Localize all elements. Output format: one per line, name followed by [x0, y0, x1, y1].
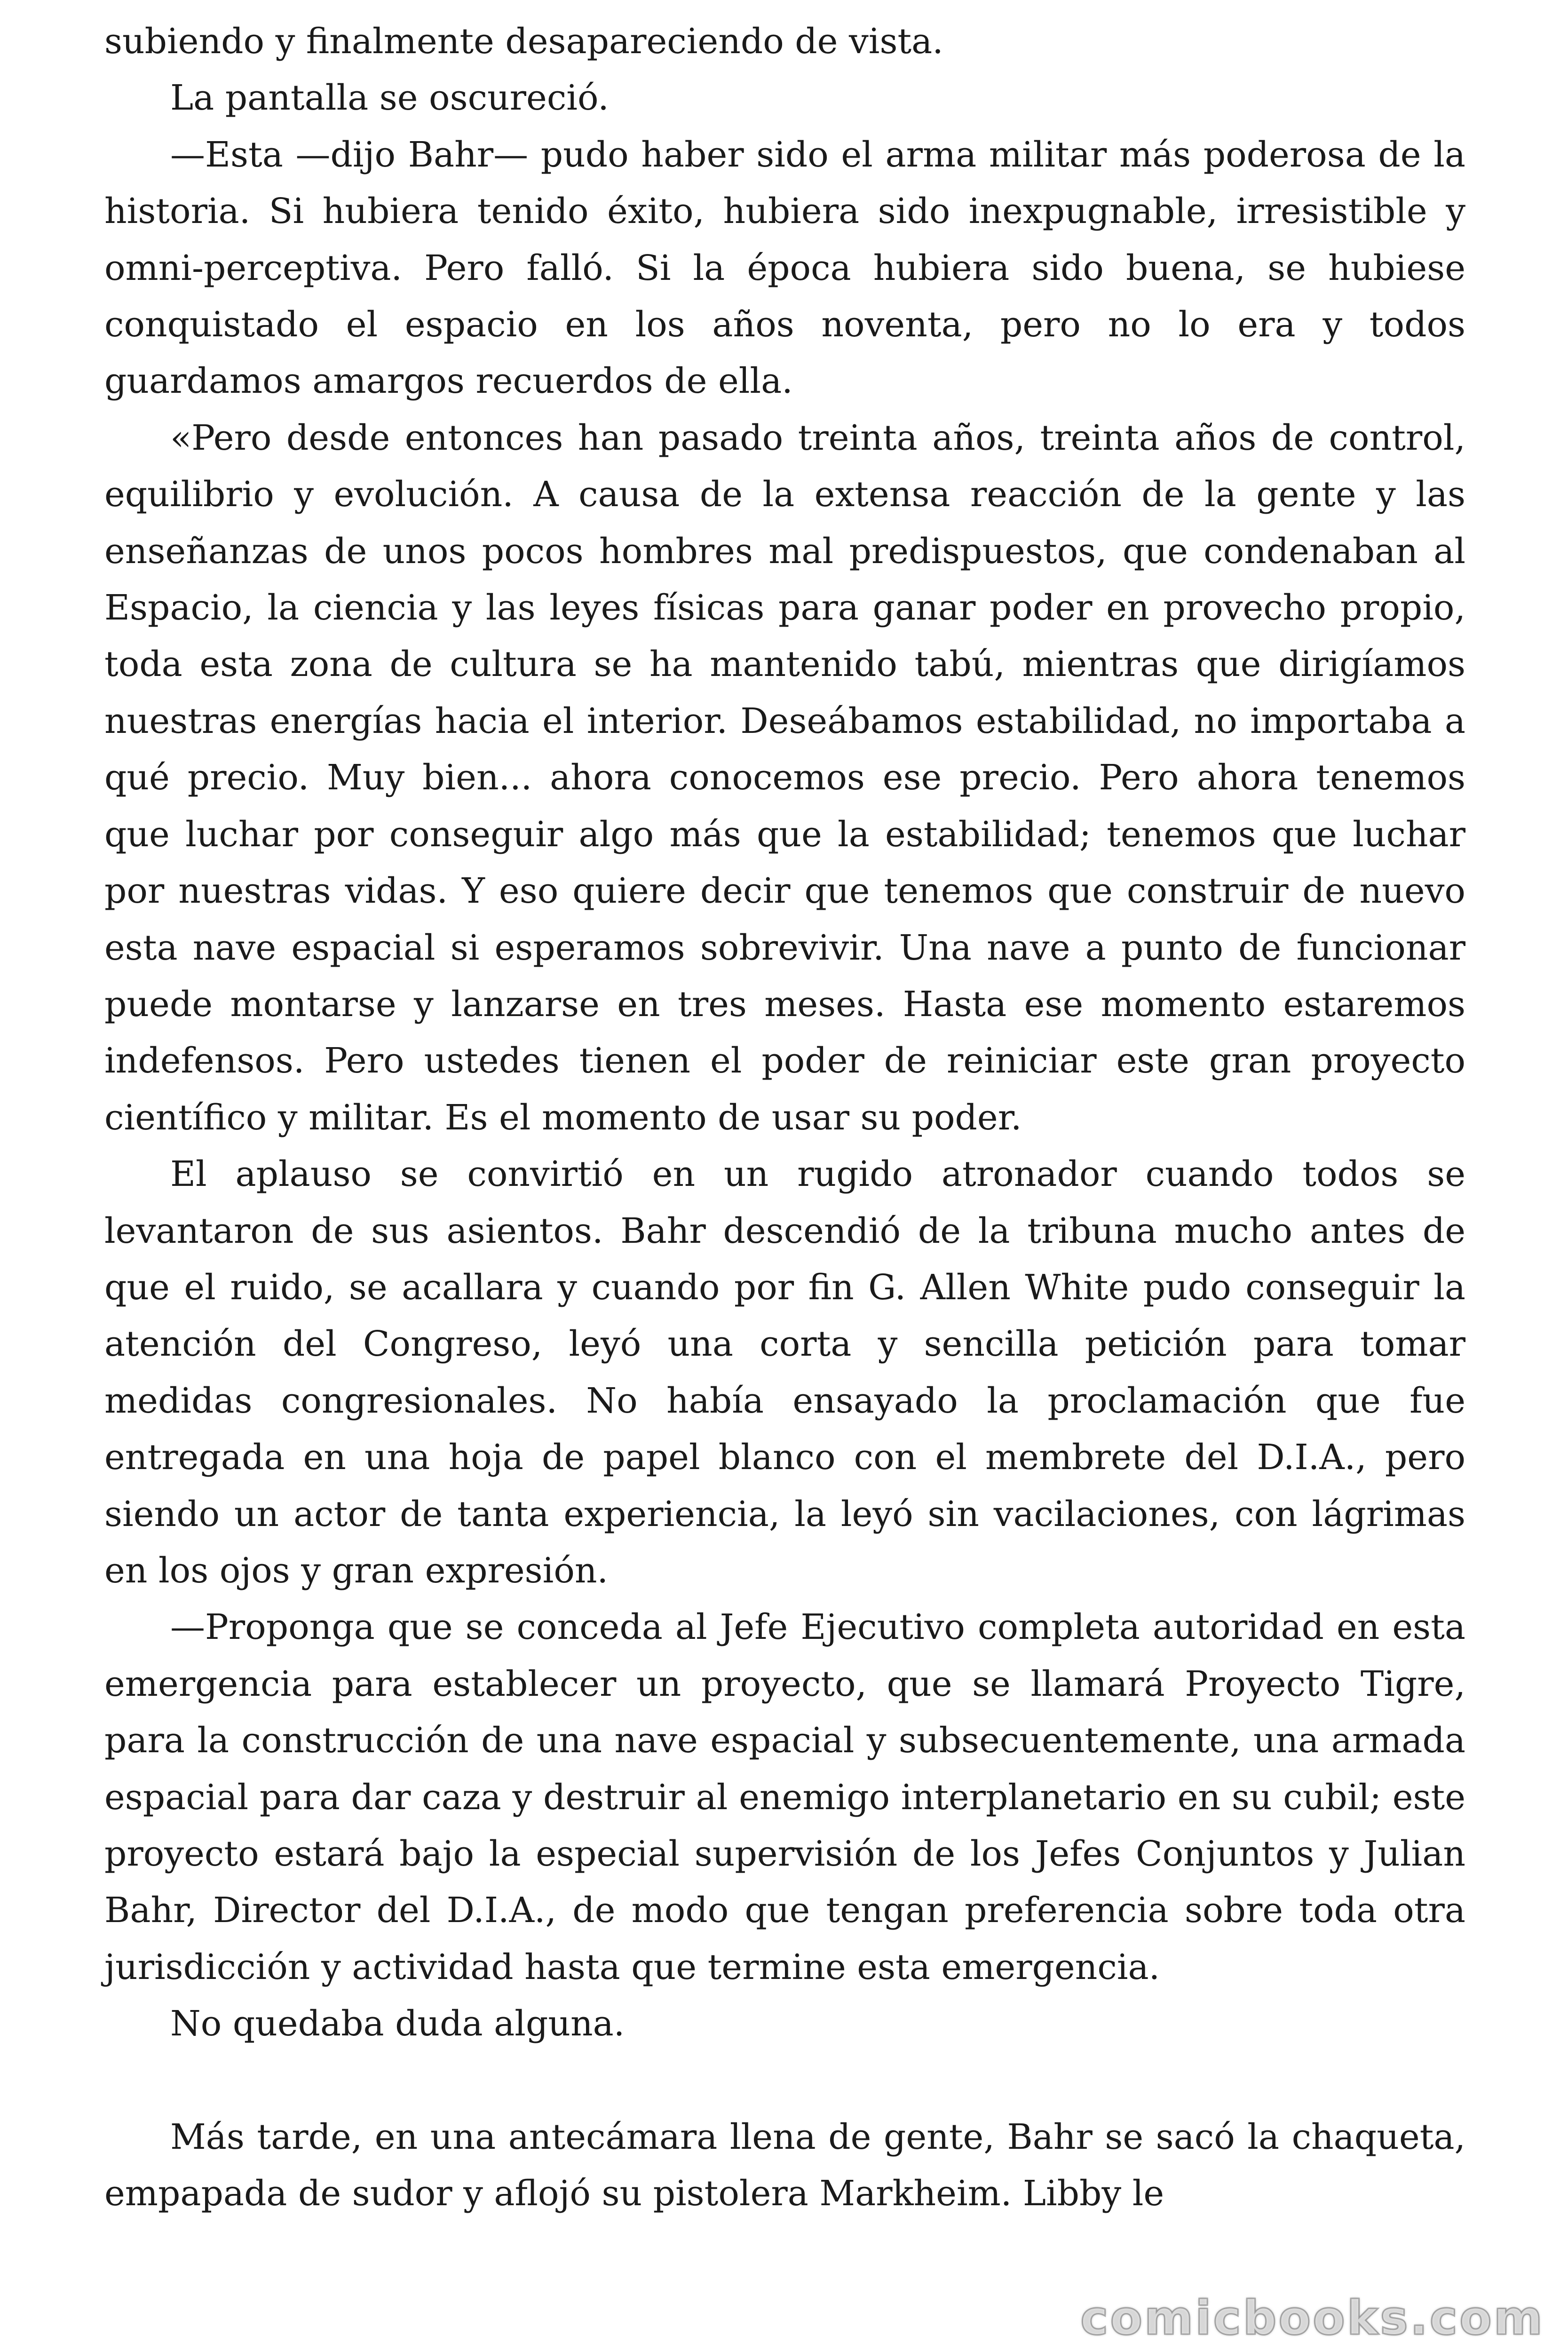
- paragraph: —Proponga que se conceda al Jefe Ejecutivo completa autoridad en esta emergencia para establecer un proyecto, que se llamará Proyecto Tigre, para la construcción de una nave espacial y subsecuentemente, una armada espacial para dar caza y destruir al enemigo interplanetario en su cubil; este proyecto estará bajo la especial supervisión de los Jefes Conjuntos y Julian Bahr, Director del D.I.A., de modo que tengan preferencia sobre toda otra jurisdicción y actividad hasta que termine esta emergencia.: [104, 1607, 1465, 1987]
- paragraph: El aplauso se convirtió en un rugido atronador cuando todos se levantaron de sus asientos. Bahr descendió de la tribuna mucho antes de que el ruido, se acallara y cuando por fin G. Allen White pudo conseguir la atención del Congreso, leyó una corta y sencilla petición para tomar medidas congresionales. No había ensayado la proclamación que fue entregada en una hoja de papel blanco con el membrete del D.I.A., pero siendo un actor de tanta experiencia, la leyó sin vacilaciones, con lágrimas en los ojos y gran expresión.: [104, 1154, 1465, 1591]
- paragraph: Más tarde, en una antecámara llena de gente, Bahr se sacó la chaqueta, empapada de sudor y aflojó su pistolera Markheim. Libby le: [104, 2116, 1465, 2214]
- paragraph: No quedaba duda alguna.: [170, 2003, 625, 2044]
- paragraph-continuation: subiendo y finalmente desapareciendo de vista.: [104, 21, 943, 62]
- watermark: comicbooks.com: [1080, 2290, 1544, 2345]
- text-body: [104, 13, 1465, 2222]
- paragraph: «Pero desde entonces han pasado treinta años, treinta años de control, equilibrio y evolución. A causa de la extensa reacción de la gente y las enseñanzas de unos pocos hombres mal predispuestos, que condenaban al Espacio, la ciencia y las leyes físicas para ganar poder en provecho propio, toda esta zona de cultura se ha mantenido tabú, mientras que dirigíamos nuestras energías hacia el interior. Deseábamos estabilidad, no importaba a qué precio. Muy bien... ahora conocemos ese precio. Pero ahora tenemos que luchar por conseguir algo más que la estabilidad; tenemos que luchar por nuestras vidas. Y eso quiere decir que tenemos que construir de nuevo esta nave espacial si esperamos sobrevivir. Una nave a punto de funcionar puede montarse y lanzarse en tres meses. Hasta ese momento estaremos indefensos. Pero ustedes tienen el poder de reiniciar este gran proyecto científico y militar. Es el momento de usar su poder.: [104, 417, 1465, 1138]
- paragraph: —Esta —dijo Bahr— pudo haber sido el arma militar más poderosa de la historia. Si hubiera tenido éxito, hubiera sido inexpugnable, irresistible y omni-perceptiva. Pero falló. Si la época hubiera sido buena, se hubiese conquistado el espacio en los años noventa, pero no lo era y todos guardamos amargos recuerdos de ella.: [104, 134, 1465, 402]
- paragraph: La pantalla se oscureció.: [170, 78, 609, 119]
